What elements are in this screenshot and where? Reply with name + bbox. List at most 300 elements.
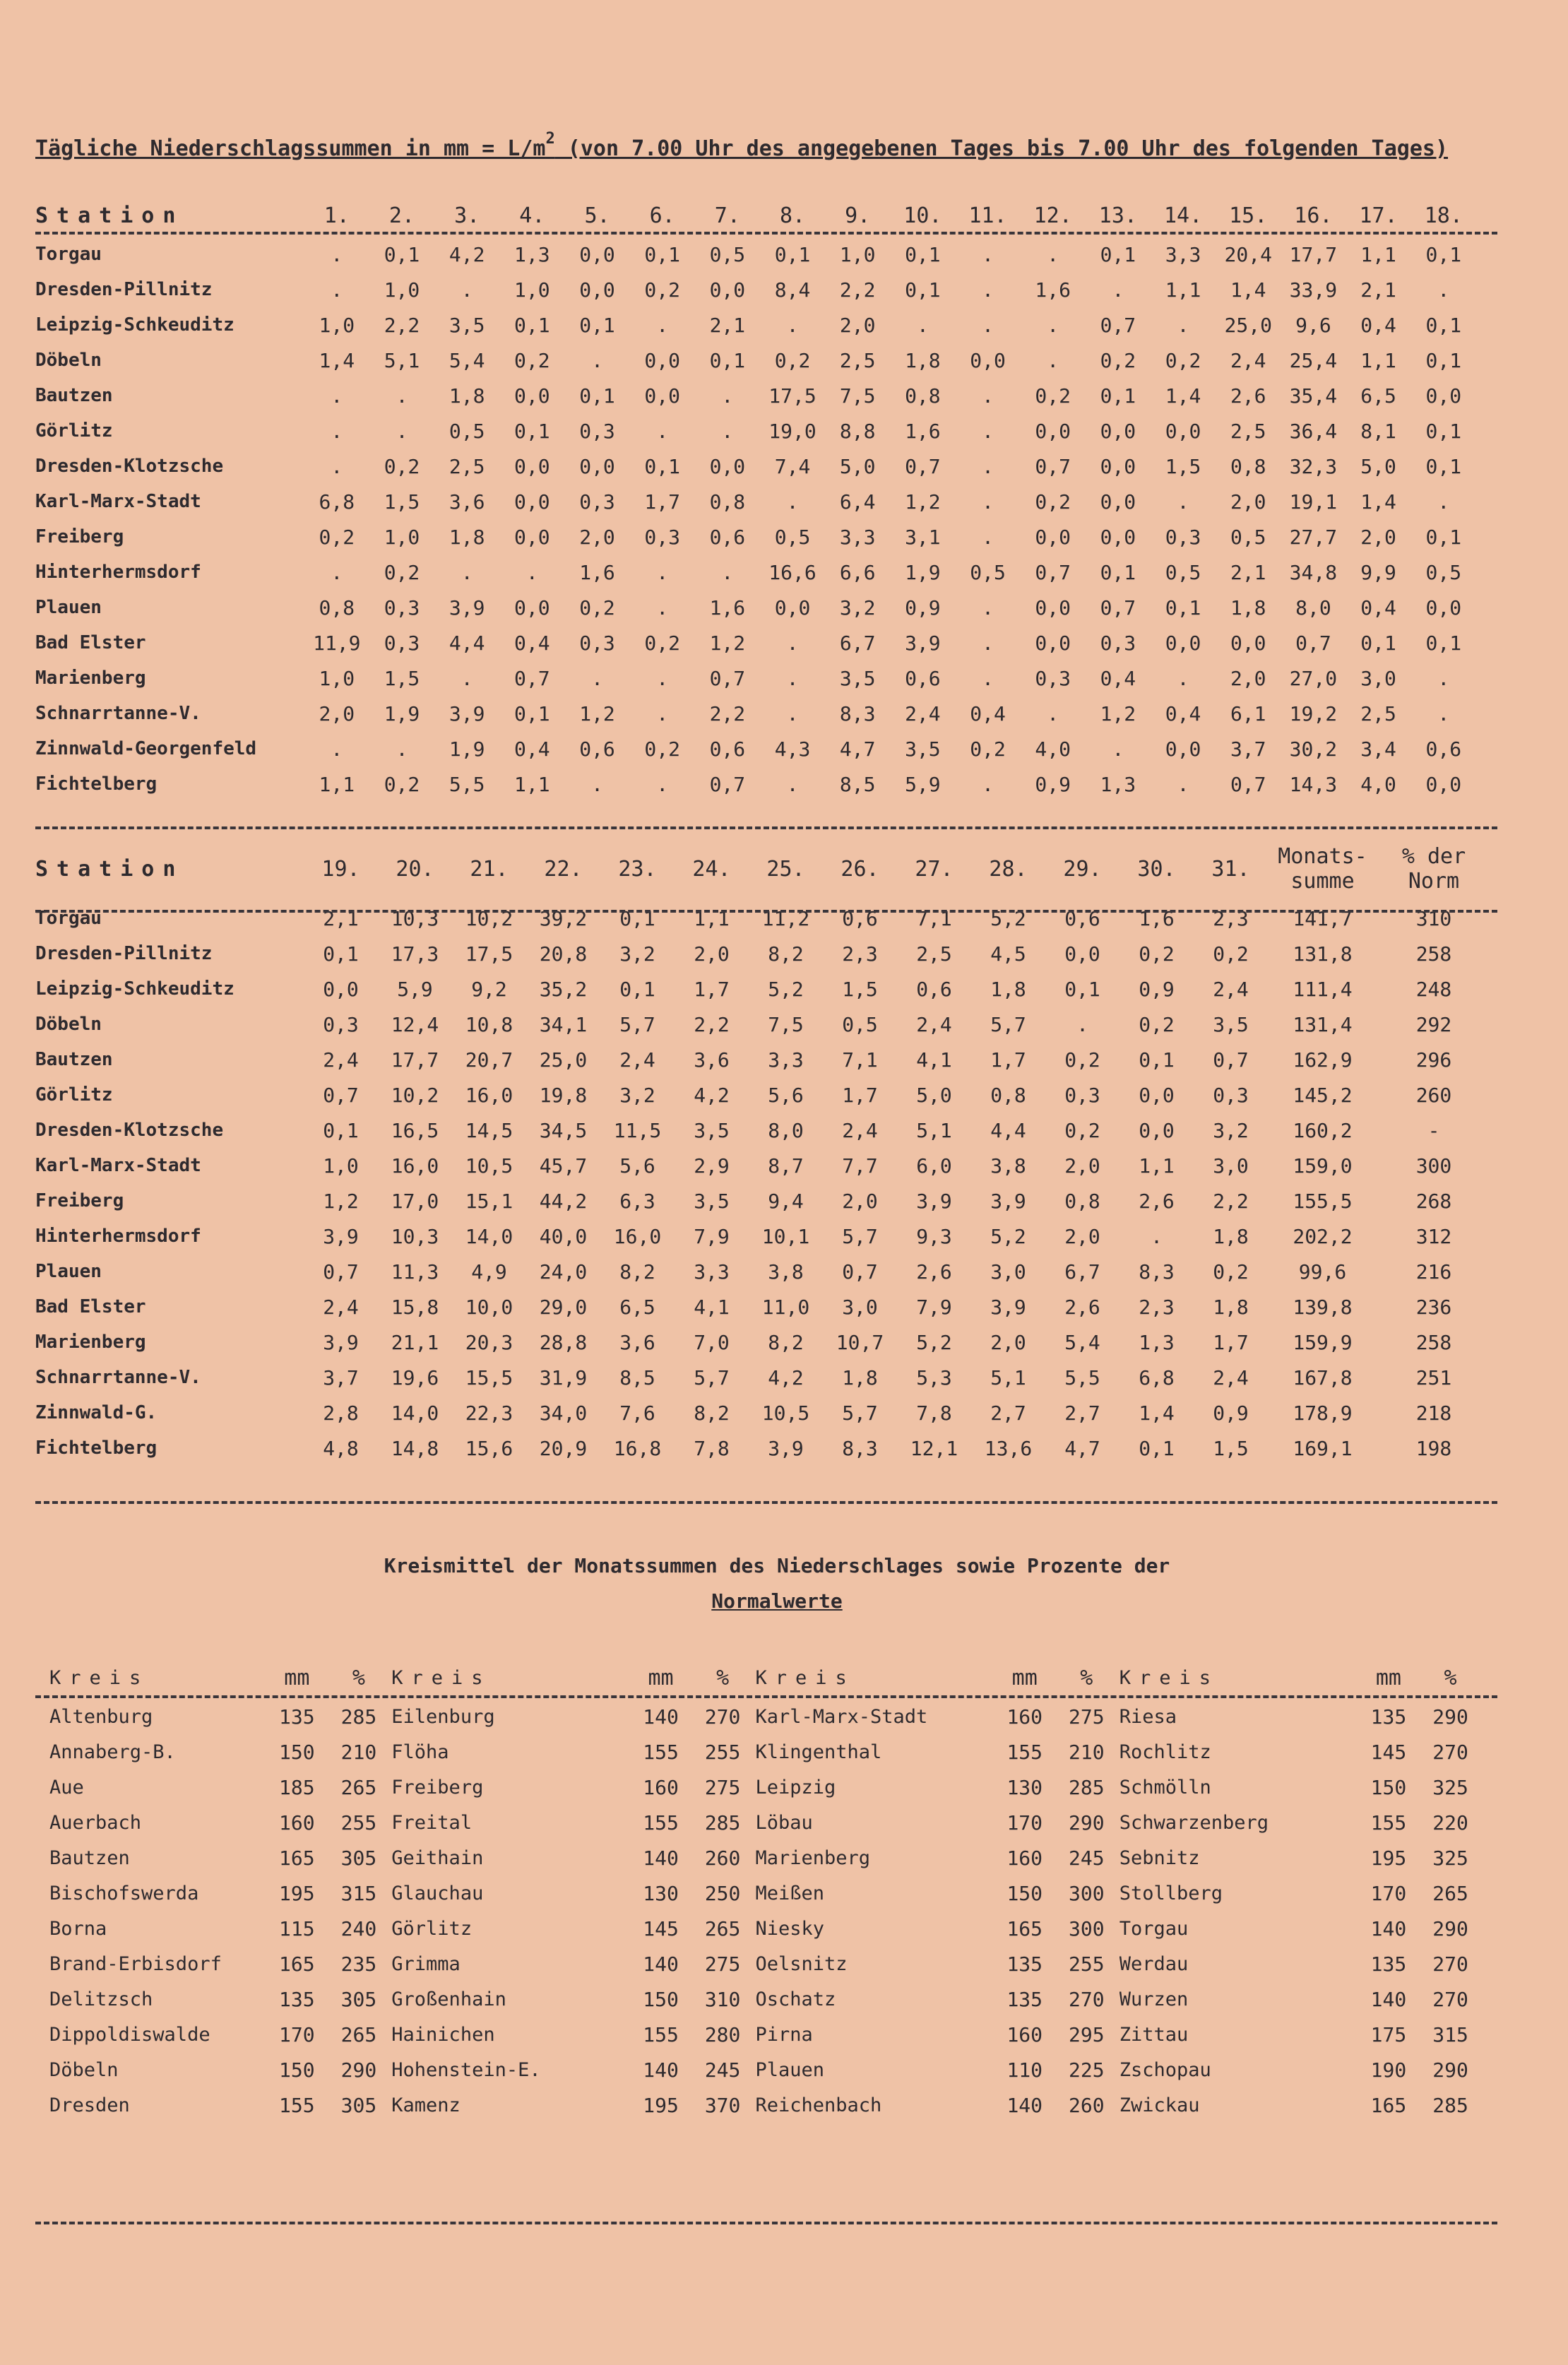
table-cell: 2,2: [709, 701, 746, 725]
table-cell: 2,7: [1064, 1401, 1100, 1425]
column-header: 19.: [321, 856, 360, 882]
table-cell: 310: [704, 1987, 741, 2011]
row-label: Zinnwald-G.: [35, 1402, 158, 1423]
table-cell: 5,6: [619, 1154, 655, 1178]
table-cell: 3,9: [323, 1330, 359, 1354]
table-cell: 0,2: [514, 348, 550, 372]
table-cell: 0,7: [514, 666, 550, 690]
table-row: [49, 1981, 1483, 2017]
table-cell: .: [461, 560, 473, 584]
row-label: Großenhain: [391, 1988, 506, 2010]
table-cell: 0,9: [905, 595, 941, 620]
table-cell: 1,7: [990, 1048, 1026, 1072]
row-label: Freiberg: [391, 1776, 484, 1798]
table-cell: 0,0: [1165, 737, 1201, 761]
table-cell: 10,5: [465, 1154, 513, 1178]
table-cell: 0,4: [514, 631, 550, 655]
table-cell: .: [982, 384, 994, 408]
table-cell: 165: [279, 1846, 315, 1870]
table-cell: 159,9: [1293, 1330, 1353, 1354]
row-label: Schmölln: [1119, 1776, 1211, 1798]
table-row: [49, 1805, 1483, 1840]
table-cell: 140: [643, 2058, 679, 2082]
table-cell: 9,9: [1360, 560, 1396, 584]
table-cell: 2,4: [905, 701, 941, 725]
table-cell: 0,1: [1139, 1436, 1175, 1460]
table-cell: 0,1: [774, 242, 811, 266]
row-label: Marienberg: [35, 668, 146, 689]
table-cell: 275: [704, 1952, 741, 1976]
table-cell: 40,0: [539, 1224, 588, 1248]
table-cell: 1,8: [1213, 1295, 1249, 1319]
table-cell: 255: [704, 1740, 741, 1764]
table-cell: 8,1: [1360, 419, 1396, 443]
table-cell: 0,3: [1035, 666, 1071, 690]
table-cell: .: [591, 666, 603, 690]
table-cell: .: [786, 772, 799, 796]
table-cell: 7,5: [768, 1012, 804, 1036]
table-cell: 0,7: [1230, 772, 1266, 796]
table-cell: 1,4: [1139, 1401, 1175, 1425]
table-cell: 5,1: [916, 1118, 952, 1142]
table-cell: .: [461, 278, 473, 302]
table-row: [49, 2017, 1483, 2052]
row-label: Hinterhermsdorf: [35, 1226, 201, 1247]
table-cell: 2,3: [842, 942, 878, 966]
column-header: %: [1080, 1665, 1093, 1690]
table-cell: .: [461, 666, 473, 690]
table-cell: .: [331, 242, 343, 266]
table-cell: 3,9: [449, 595, 485, 620]
table-cell: 17,5: [465, 942, 513, 966]
table-cell: 255: [340, 1810, 377, 1834]
table-cell: 0,5: [970, 560, 1006, 584]
table-cell: 225: [1069, 2058, 1105, 2082]
table-cell: 8,2: [694, 1401, 730, 1425]
table-cell: 99,6: [1298, 1259, 1347, 1284]
table-cell: 0,3: [579, 631, 615, 655]
table-cell: 9,3: [916, 1224, 952, 1248]
row-label: Bad Elster: [35, 1296, 146, 1317]
table-cell: 1,6: [709, 595, 746, 620]
table-cell: 155,5: [1293, 1189, 1353, 1213]
table-cell: 25,0: [1224, 313, 1272, 337]
table-cell: 7,9: [694, 1224, 730, 1248]
column-header: 30.: [1137, 856, 1176, 882]
table-cell: 0,9: [1139, 977, 1175, 1001]
table-cell: 4,3: [774, 737, 811, 761]
table-cell: .: [982, 278, 994, 302]
row-label: Freiberg: [35, 1190, 124, 1211]
table-cell: 1,2: [709, 631, 746, 655]
row-label: Geithain: [391, 1847, 484, 1869]
table-cell: .: [331, 419, 343, 443]
table-cell: 44,2: [539, 1189, 588, 1213]
column-header: 13.: [1098, 203, 1137, 228]
table1-header-row: [35, 194, 1476, 237]
row-label: Dippoldiswalde: [49, 2023, 210, 2046]
table-cell: 169,1: [1293, 1436, 1353, 1460]
row-label: Döbeln: [35, 350, 102, 371]
column-header: 23.: [618, 856, 657, 882]
row-label: Sebnitz: [1119, 1847, 1200, 1869]
table-cell: 6,0: [916, 1154, 952, 1178]
table-cell: 3,8: [768, 1259, 804, 1284]
column-header: 11.: [968, 203, 1007, 228]
table-cell: 3,3: [1165, 242, 1201, 266]
table-cell: 1,4: [319, 348, 355, 372]
table-row: [35, 1360, 1490, 1395]
table-cell: 22,3: [465, 1401, 513, 1425]
table-cell: 270: [1432, 1740, 1468, 1764]
table-cell: 155: [643, 1740, 679, 1764]
row-label: Dresden: [49, 2094, 130, 2116]
table-cell: 2,0: [694, 942, 730, 966]
title-suffix: (von 7.00 Uhr des angegebenen Tages bis 7.00 Uhr des folgenden Tages): [554, 136, 1449, 161]
table-cell: 7,5: [839, 384, 876, 408]
table-cell: 145: [1370, 1740, 1407, 1764]
table-cell: 135: [279, 1705, 315, 1729]
column-header: 24.: [692, 856, 731, 882]
table-cell: 2,3: [1139, 1295, 1175, 1319]
table-cell: 265: [340, 2022, 377, 2046]
table-cell: 5,7: [842, 1401, 878, 1425]
table-cell: 2,2: [694, 1012, 730, 1036]
table-cell: 296: [1415, 1048, 1452, 1072]
table-row: [35, 1183, 1490, 1219]
daily-precipitation-table-1: [35, 194, 1476, 802]
table-cell: 160,2: [1293, 1118, 1353, 1142]
table-cell: 8,8: [839, 419, 876, 443]
column-header: Kreis: [1119, 1666, 1219, 1689]
table-cell: 1,1: [1360, 348, 1396, 372]
table-cell: 3,2: [619, 942, 655, 966]
table-cell: .: [1047, 348, 1059, 372]
row-label: Glauchau: [391, 1882, 484, 1904]
table-cell: 0,1: [1425, 348, 1462, 372]
table-cell: 0,0: [579, 454, 615, 478]
row-label: Flöha: [391, 1741, 449, 1763]
table-cell: 0,0: [1139, 1118, 1175, 1142]
table-cell: 175: [1370, 2022, 1407, 2046]
table-cell: 0,7: [323, 1083, 359, 1107]
table-cell: 0,1: [644, 242, 680, 266]
row-label: Schwarzenberg: [1119, 1811, 1269, 1834]
table-cell: 0,1: [1165, 595, 1201, 620]
column-header: 3.: [454, 203, 480, 228]
table-cell: 0,1: [905, 278, 941, 302]
table-cell: .: [721, 419, 734, 443]
table-cell: 160: [1006, 2022, 1043, 2046]
row-label: Görlitz: [35, 420, 113, 441]
table1-body: [35, 237, 1476, 802]
table2-body: [35, 901, 1490, 1466]
row-label: Rochlitz: [1119, 1741, 1211, 1763]
table-cell: 5,0: [839, 454, 876, 478]
table-cell: 5,2: [990, 1224, 1026, 1248]
row-label: Delitzsch: [49, 1988, 153, 2010]
row-label: Dresden-Klotzsche: [35, 1120, 224, 1141]
table-cell: 3,0: [842, 1295, 878, 1319]
table-cell: 0,2: [970, 737, 1006, 761]
table-cell: 6,4: [839, 490, 876, 514]
table-cell: 2,1: [1230, 560, 1266, 584]
table-cell: 216: [1415, 1259, 1452, 1284]
row-label: Hainichen: [391, 2023, 495, 2046]
table-cell: 2,4: [323, 1048, 359, 1072]
table-cell: .: [786, 631, 799, 655]
table-cell: 6,3: [619, 1189, 655, 1213]
table-cell: .: [1112, 737, 1124, 761]
table-cell: 34,1: [539, 1012, 588, 1036]
row-label: Bautzen: [49, 1847, 130, 1869]
table-cell: 34,0: [539, 1401, 588, 1425]
table-cell: 28,8: [539, 1330, 588, 1354]
table-cell: 3,6: [449, 490, 485, 514]
row-label: Aue: [49, 1776, 84, 1798]
table-cell: 370: [704, 2093, 741, 2117]
daily-precipitation-table-2: [35, 837, 1490, 1466]
table-cell: 0,1: [1100, 560, 1136, 584]
table-cell: 1,0: [839, 242, 876, 266]
column-header: 29.: [1063, 856, 1102, 882]
table-cell: 0,6: [709, 525, 746, 549]
row-label: Plauen: [35, 597, 102, 618]
table-cell: 1,4: [1230, 278, 1266, 302]
column-header: 6.: [649, 203, 675, 228]
table-cell: 1,8: [842, 1365, 878, 1389]
table-cell: 0,6: [709, 737, 746, 761]
table-cell: 0,1: [1064, 977, 1100, 1001]
table-row: [35, 936, 1490, 971]
table-cell: 3,0: [990, 1259, 1026, 1284]
row-label: Kamenz: [391, 2094, 461, 2116]
table-cell: 34,8: [1289, 560, 1338, 584]
table-cell: 195: [279, 1881, 315, 1905]
table-cell: 7,8: [916, 1401, 952, 1425]
table-cell: .: [331, 454, 343, 478]
table-row: [35, 237, 1476, 272]
table-cell: 5,7: [619, 1012, 655, 1036]
table-cell: 270: [704, 1705, 741, 1729]
table-cell: 258: [1415, 942, 1452, 966]
table-cell: 255: [1069, 1952, 1105, 1976]
table-cell: 160: [643, 1775, 679, 1799]
table-cell: 310: [1415, 906, 1452, 930]
table-cell: 3,2: [1213, 1118, 1249, 1142]
table-cell: .: [525, 560, 538, 584]
table-cell: 2,0: [1230, 490, 1266, 514]
table-cell: 3,1: [905, 525, 941, 549]
table-cell: 29,0: [539, 1295, 588, 1319]
table-cell: 8,2: [619, 1259, 655, 1284]
row-label: Grimma: [391, 1952, 461, 1975]
divider-line: [35, 1501, 1497, 1504]
row-label: Leipzig-Schkeuditz: [35, 978, 234, 1000]
table-cell: 0,2: [644, 737, 680, 761]
table-cell: 0,1: [514, 419, 550, 443]
table-cell: 2,2: [839, 278, 876, 302]
table-cell: 0,5: [842, 1012, 878, 1036]
table-cell: 155: [279, 2093, 315, 2117]
row-label: Werdau: [1119, 1952, 1189, 1975]
table-cell: 6,7: [839, 631, 876, 655]
column-header: 31.: [1211, 856, 1250, 882]
divider-line: [35, 910, 1497, 913]
table-cell: 1,8: [1213, 1224, 1249, 1248]
table-cell: 8,3: [842, 1436, 878, 1460]
table-cell: .: [1437, 278, 1450, 302]
table-row: [35, 660, 1476, 696]
table-cell: 0,1: [1100, 242, 1136, 266]
table-cell: 280: [704, 2022, 741, 2046]
table-cell: 16,0: [613, 1224, 662, 1248]
table-cell: 1,7: [842, 1083, 878, 1107]
table-row: [35, 1395, 1490, 1430]
table-row: [49, 2052, 1483, 2087]
table-row: [35, 1254, 1490, 1289]
row-label: Marienberg: [755, 1847, 871, 1869]
table-cell: 7,9: [916, 1295, 952, 1319]
row-label: Karl-Marx-Stadt: [35, 491, 201, 512]
table-cell: .: [721, 384, 734, 408]
table-cell: 2,4: [1230, 348, 1266, 372]
table-cell: .: [396, 737, 408, 761]
table-cell: 0,2: [1035, 384, 1071, 408]
table-cell: 1,2: [323, 1189, 359, 1213]
table-cell: 0,1: [514, 313, 550, 337]
table-cell: .: [982, 454, 994, 478]
table-cell: 0,1: [1425, 242, 1462, 266]
table-cell: 3,9: [990, 1295, 1026, 1319]
table-cell: 305: [340, 1846, 377, 1870]
column-header: Station: [35, 203, 184, 228]
table-cell: 150: [643, 1987, 679, 2011]
table-cell: 1,6: [1035, 278, 1071, 302]
table-cell: 290: [1432, 1916, 1468, 1940]
table-cell: 10,7: [836, 1330, 884, 1354]
table-cell: 0,2: [1100, 348, 1136, 372]
table-row: [35, 1148, 1490, 1183]
table-cell: 16,6: [768, 560, 816, 584]
table-cell: 0,3: [384, 631, 420, 655]
column-header: % der Norm: [1401, 844, 1466, 894]
table-cell: 260: [1415, 1083, 1452, 1107]
table-cell: .: [1177, 490, 1189, 514]
table-cell: 140: [1006, 2093, 1043, 2117]
table-cell: 312: [1415, 1224, 1452, 1248]
table-cell: 5,3: [916, 1365, 952, 1389]
table-cell: 6,1: [1230, 701, 1266, 725]
section-subtitle: Normalwerte: [711, 1589, 843, 1613]
table-cell: 1,7: [694, 977, 730, 1001]
table-cell: 1,6: [905, 419, 941, 443]
table-cell: 15,5: [465, 1365, 513, 1389]
table-row: [49, 1911, 1483, 1946]
row-label: Oschatz: [755, 1988, 836, 2010]
table-cell: 0,8: [319, 595, 355, 620]
table-cell: 185: [279, 1775, 315, 1799]
table-cell: 0,0: [1425, 772, 1462, 796]
row-label: Fichtelberg: [35, 1438, 158, 1459]
table-cell: 0,2: [1064, 1048, 1100, 1072]
table-cell: 8,5: [619, 1365, 655, 1389]
table-cell: 32,3: [1289, 454, 1338, 478]
column-header: 14.: [1163, 203, 1203, 228]
table-cell: 14,8: [391, 1436, 439, 1460]
table-cell: .: [786, 666, 799, 690]
table-cell: 0,6: [842, 906, 878, 930]
table-cell: 5,0: [916, 1083, 952, 1107]
table-cell: 10,2: [465, 906, 513, 930]
table-cell: 0,2: [644, 631, 680, 655]
divider-line: [35, 1695, 1497, 1698]
table-row: [35, 1077, 1490, 1113]
table-cell: .: [721, 560, 734, 584]
table-cell: 0,8: [905, 384, 941, 408]
table-cell: 0,0: [709, 278, 746, 302]
table-cell: 8,4: [774, 278, 811, 302]
table-cell: 0,7: [1213, 1048, 1249, 1072]
table-cell: 5,1: [990, 1365, 1026, 1389]
table-cell: 1,8: [449, 384, 485, 408]
table-cell: 3,0: [1360, 666, 1396, 690]
table-cell: 140: [1370, 1916, 1407, 1940]
row-label: Leipzig-Schkeuditz: [35, 314, 234, 336]
table-cell: 5,2: [916, 1330, 952, 1354]
row-label: Karl-Marx-Stadt: [755, 1705, 928, 1728]
title-superscript: 2: [545, 130, 555, 148]
table-cell: 2,0: [579, 525, 615, 549]
table-cell: 198: [1415, 1436, 1452, 1460]
table-cell: 8,3: [1139, 1259, 1175, 1284]
table-cell: 3,5: [839, 666, 876, 690]
row-label: Döbeln: [49, 2058, 119, 2081]
table-cell: 16,5: [391, 1118, 439, 1142]
table-cell: 2,1: [323, 906, 359, 930]
table-cell: 1,4: [1165, 384, 1201, 408]
table3-header-row: [49, 1656, 1483, 1699]
table-cell: 0,1: [619, 906, 655, 930]
table-cell: 11,5: [613, 1118, 662, 1142]
table-cell: 14,0: [465, 1224, 513, 1248]
table-cell: 210: [340, 1740, 377, 1764]
row-label: Zittau: [1119, 2023, 1189, 2046]
table-cell: 10,2: [391, 1083, 439, 1107]
table-cell: 0,4: [970, 701, 1006, 725]
table-cell: 1,7: [644, 490, 680, 514]
table-row: [35, 343, 1476, 378]
row-label: Plauen: [35, 1261, 102, 1282]
table-row: [35, 1219, 1490, 1254]
table-row: [35, 1113, 1490, 1148]
table-cell: 17,7: [391, 1048, 439, 1072]
table-cell: 2,6: [1139, 1189, 1175, 1213]
column-header: 1.: [323, 203, 350, 228]
column-header: 4.: [519, 203, 545, 228]
table-cell: 285: [704, 1810, 741, 1834]
table-cell: 0,7: [323, 1259, 359, 1284]
table-cell: 2,8: [323, 1401, 359, 1425]
table-cell: 7,6: [619, 1401, 655, 1425]
table-row: [35, 307, 1476, 343]
table-cell: 0,1: [323, 942, 359, 966]
table-row: [35, 1042, 1490, 1077]
table-cell: .: [331, 384, 343, 408]
table-cell: 0,6: [1064, 906, 1100, 930]
table-cell: 10,3: [391, 1224, 439, 1248]
row-label: Schnarrtanne-V.: [35, 703, 201, 724]
